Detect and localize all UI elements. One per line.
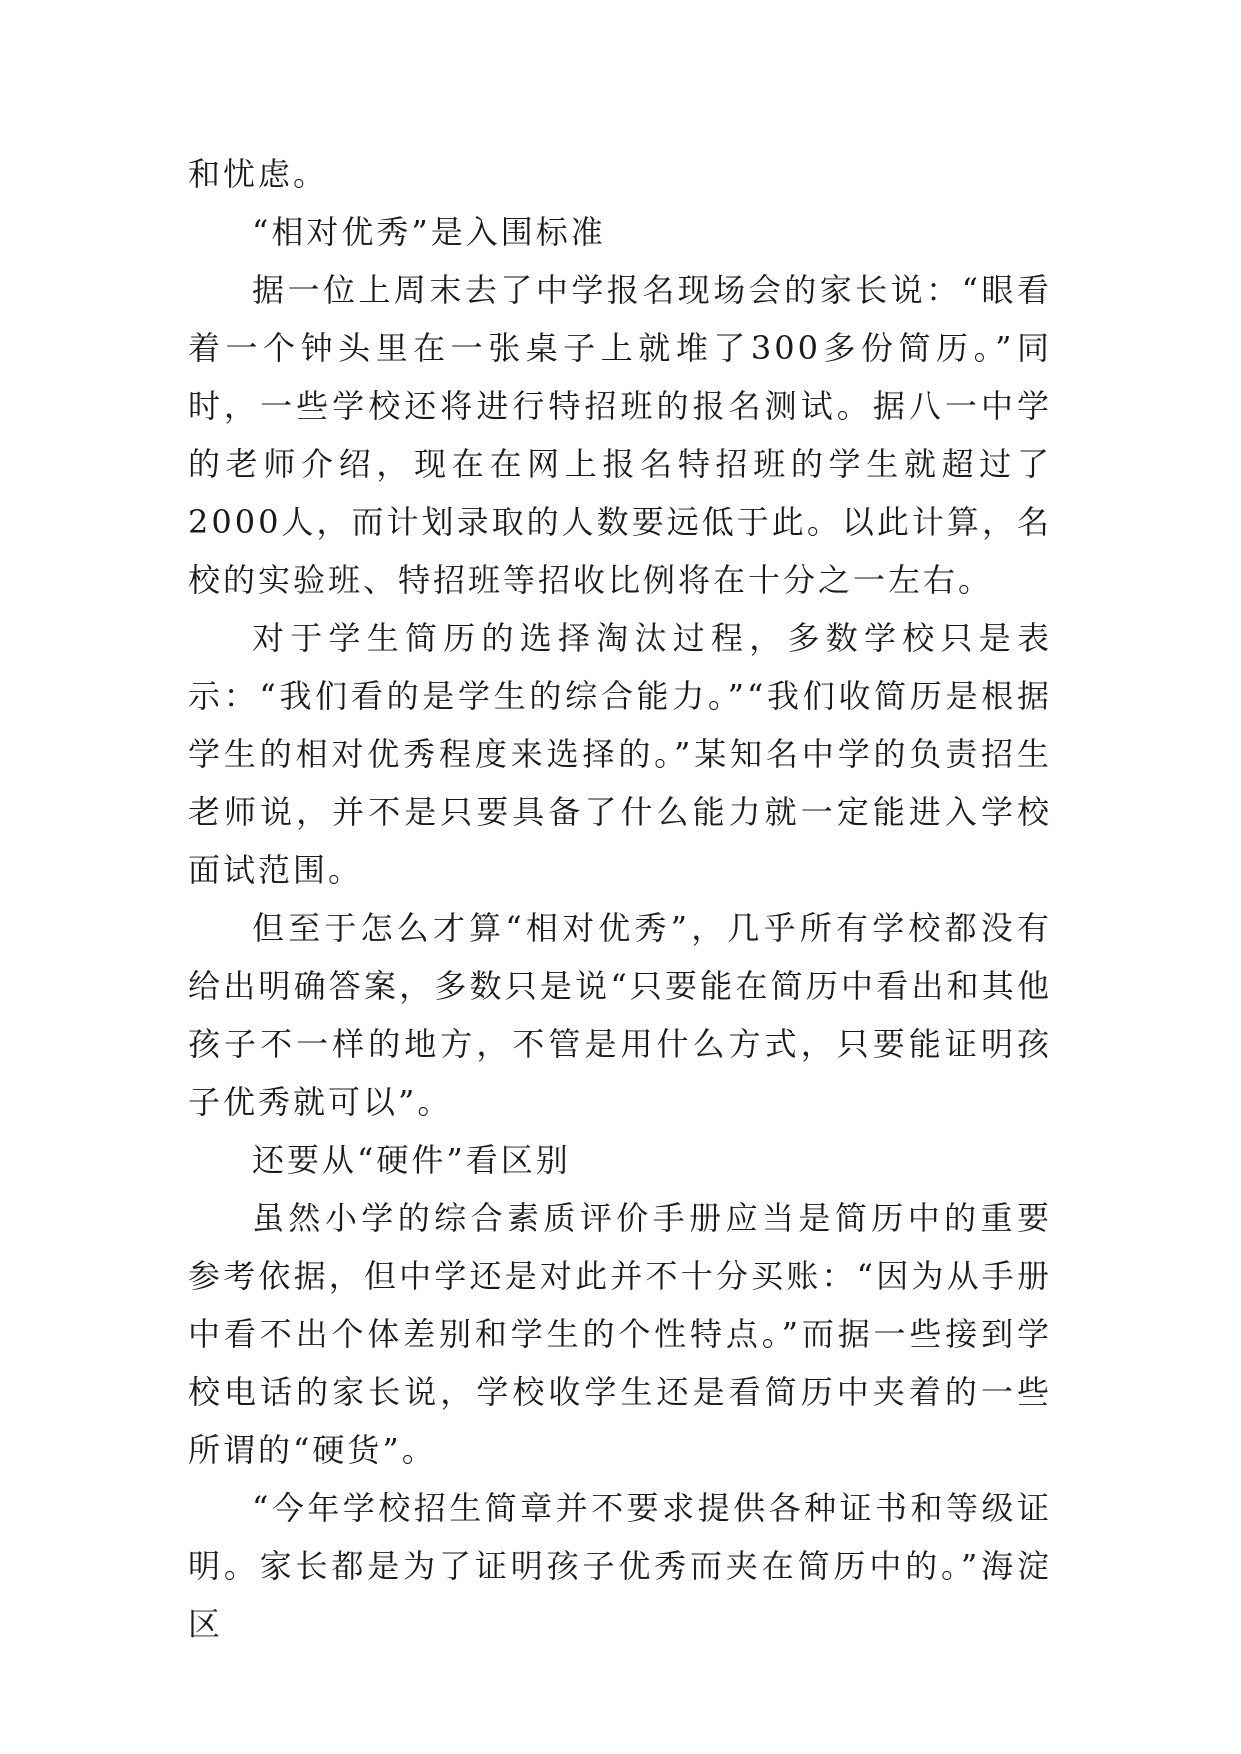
article-body [188,145,1052,1653]
section-heading-hardware: 还要从“硬件”看区别 [252,1141,571,1179]
section-heading-relative-excellence: “相对优秀”是入围标准 [252,213,606,251]
paragraph-resume-count: 据一位上周末去了中学报名现场会的家长说：“眼看着一个钟头里在一张桌子上就堆了300多份简历。”同时，一些学校还将进行特招班的报名测试。据八一中学的老师介绍，现在在网上报名特招班的学生就超过了2000人，而计划录取的人数要远低于此。以此计算，名校的实验班、特招班等招收比例将在十分之一左右。 [188,271,1052,599]
paragraph-evaluation-handbook: 虽然小学的综合素质评价手册应当是简历中的重要参考依据，但中学还是对此并不十分买账：“因为从手册中看不出个体差别和学生的个性特点。”而据一些接到学校电话的家长说，学校收学生还是看简历中夹着的一些所谓的“硬货”。 [188,1199,1052,1469]
paragraph-continuation: 和忧虑。 [188,155,329,193]
paragraph-relative-definition: 但至于怎么才算“相对优秀”，几乎所有学校都没有给出明确答案，多数只是说“只要能在简历中看出和其他孩子不一样的地方，不管是用什么方式，只要能证明孩子优秀就可以”。 [188,909,1052,1121]
paragraph-certificates: “今年学校招生简章并不要求提供各种证书和等级证明。家长都是为了证明孩子优秀而夹在简历中的。”海淀区 [188,1489,1052,1643]
paragraph-selection-process: 对于学生简历的选择淘汰过程，多数学校只是表示：“我们看的是学生的综合能力。”“我们收简历是根据学生的相对优秀程度来选择的。”某知名中学的负责招生老师说，并不是只要具备了什么能力就一定能进入学校面试范围。 [188,619,1052,889]
